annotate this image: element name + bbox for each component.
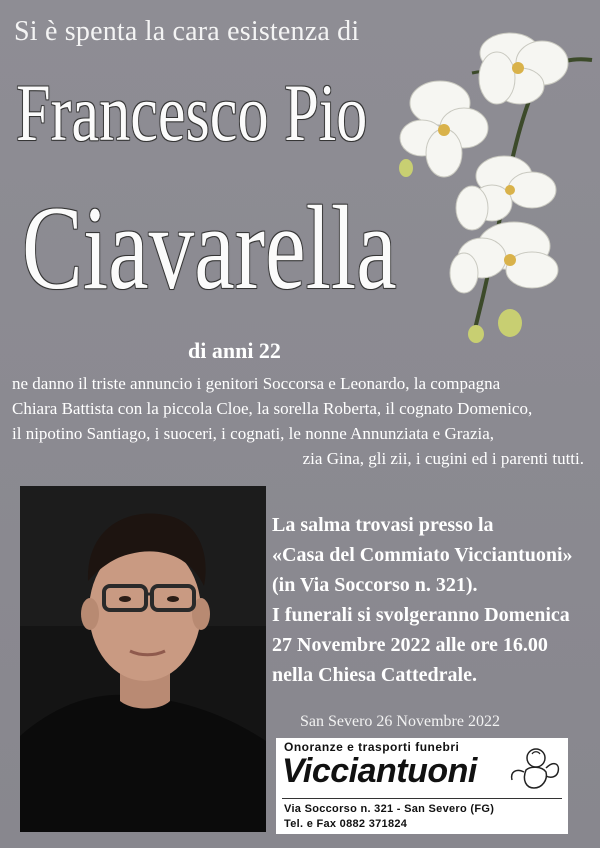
agency-phone: Tel. e Fax 0882 371824 xyxy=(284,818,408,830)
agency-address: Via Soccorso n. 321 - San Severo (FG) xyxy=(284,803,495,815)
agency-tagline: Onoranze e trasporti funebri xyxy=(284,740,460,754)
deceased-last-name: Ciavarella xyxy=(22,181,397,314)
orchid-flowers-icon xyxy=(392,8,596,344)
details-line: 27 Novembre 2022 alle ore 16.00 xyxy=(272,634,548,656)
funeral-details xyxy=(272,510,592,690)
portrait-photo xyxy=(20,486,266,832)
details-line: nella Chiesa Cattedrale. xyxy=(272,664,477,686)
cherub-angel-icon xyxy=(506,742,562,796)
announcement-line: Chiara Battista con la piccola Cloe, la sorella Roberta, il cognato Domenico, xyxy=(12,399,533,418)
agency-divider xyxy=(282,798,562,799)
announcement-line: il nipotino Santiago, i suoceri, i cognati, le nonne Annunziata e Grazia, xyxy=(12,424,495,443)
announcement-line: ne danno il triste annuncio i genitori Soccorsa e Leonardo, la compagna xyxy=(12,374,501,393)
deceased-first-name: Francesco Pio xyxy=(16,67,368,158)
details-line: (in Via Soccorso n. 321). xyxy=(272,574,478,596)
agency-name: Vicciantuoni xyxy=(282,752,477,790)
announcement-line: zia Gina, gli zii, i cugini ed i parenti tutti. xyxy=(302,449,584,468)
intro-text: Si è spenta la cara esistenza di xyxy=(14,16,360,47)
announcement-text xyxy=(12,371,588,471)
age-label: di anni 22 xyxy=(188,338,281,363)
details-line: I funerali si svolgeranno Domenica xyxy=(272,604,570,626)
details-line: La salma trovasi presso la xyxy=(272,514,494,536)
funeral-agency-card xyxy=(276,738,568,834)
details-line: «Casa del Commiato Vicciantuoni» xyxy=(272,544,573,566)
place-date: San Severo 26 Novembre 2022 xyxy=(300,713,500,730)
